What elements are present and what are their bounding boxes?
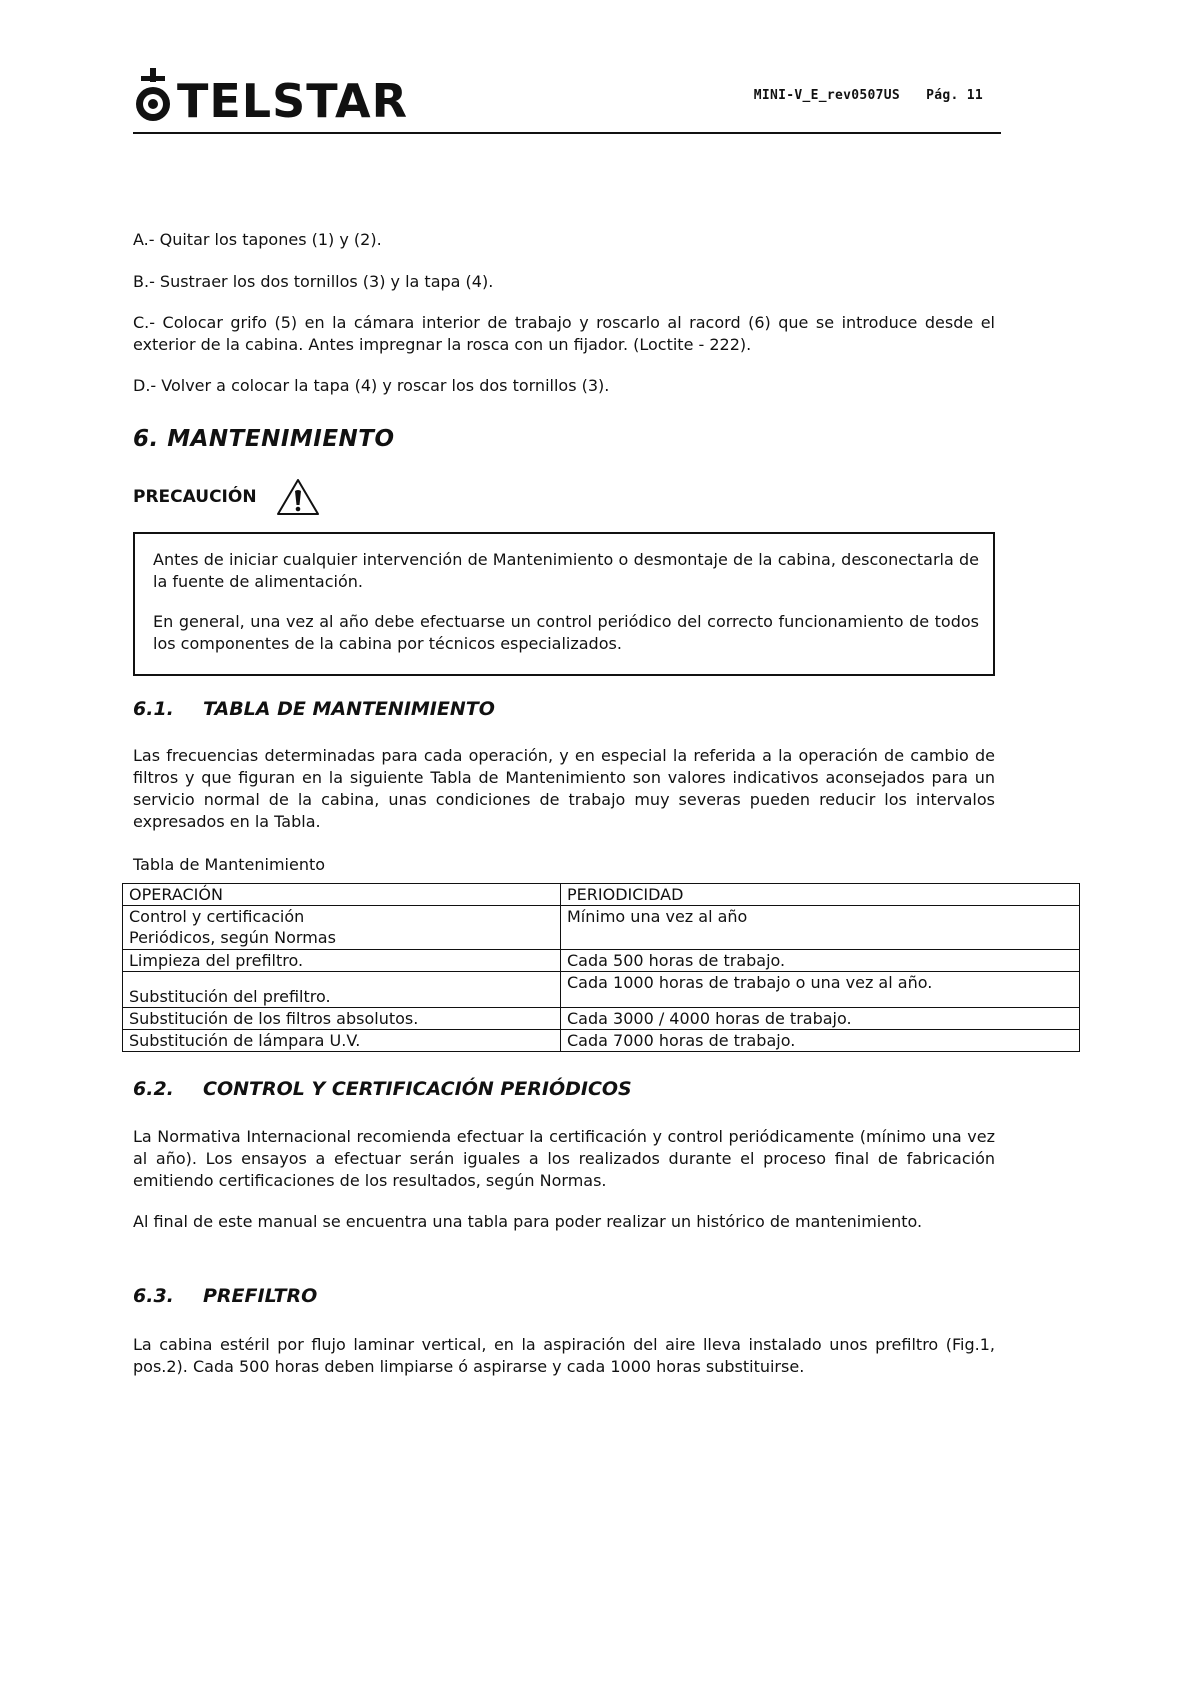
operation-cell: Substitución de los filtros absolutos. <box>123 1008 561 1030</box>
section-number: 6.1. <box>133 698 174 720</box>
precaution-box <box>133 532 995 676</box>
warning-triangle-icon <box>275 477 321 517</box>
section-title: PREFILTRO <box>203 1285 318 1307</box>
step-d: D.- Volver a colocar la tapa (4) y roscar los dos tornillos (3). <box>133 376 610 395</box>
brand-name: TELSTAR <box>177 74 409 128</box>
step-b: B.- Sustraer los dos tornillos (3) y la tapa (4). <box>133 272 494 291</box>
table-caption: Tabla de Mantenimiento <box>133 855 326 874</box>
precaution-text-2: En general, una vez al año debe efectuarse un control periódico del correcto funcionamiento de todos los componentes de la cabina por técnicos especializados. <box>153 612 979 653</box>
table-row <box>123 950 1080 972</box>
precaution-heading <box>133 477 321 517</box>
section-6-title: 6. MANTENIMIENTO <box>133 426 395 452</box>
section-6-2-paragraph-2: Al final de este manual se encuentra una tabla para poder realizar un histórico de mantenimiento. <box>133 1212 923 1231</box>
maintenance-table <box>122 883 1080 1052</box>
section-6-1-paragraph: Las frecuencias determinadas para cada operación, y en especial la referida a la operación de cambio de filtros y que figuran en la siguiente Tabla de Mantenimiento son valores indicativos aconsejados para un servicio normal de la cabina, unas condiciones de trabajo muy severas pueden reducir los intervalos expresados en la Tabla. <box>133 746 995 831</box>
section-6-3-heading <box>133 1285 317 1307</box>
operation-cell: Limpieza del prefiltro. <box>123 950 561 972</box>
page-number: Pág. 11 <box>926 88 983 103</box>
table-row <box>123 972 1080 1008</box>
operation-cell: Substitución de lámpara U.V. <box>123 1030 561 1052</box>
section-6-1-heading <box>133 698 495 720</box>
section-number: 6.3. <box>133 1285 174 1307</box>
periodicity-cell: Cada 3000 / 4000 horas de trabajo. <box>561 1008 1080 1030</box>
telstar-logo-icon <box>133 68 173 124</box>
document-reference <box>754 88 983 103</box>
section-title: TABLA DE MANTENIMIENTO <box>203 698 495 720</box>
header-periodicity: PERIODICIDAD <box>561 884 1080 906</box>
step-a: A.- Quitar los tapones (1) y (2). <box>133 230 382 249</box>
section-number: 6.2. <box>133 1078 174 1100</box>
section-title: CONTROL Y CERTIFICACIÓN PERIÓDICOS <box>203 1078 632 1100</box>
table-row <box>123 1008 1080 1030</box>
table-row <box>123 1030 1080 1052</box>
operation-cell: Control y certificación Periódicos, según Normas <box>123 906 561 950</box>
section-6-3-paragraph: La cabina estéril por flujo laminar vertical, en la aspiración del aire lleva instalado unos prefiltro (Fig.1, pos.2). Cada 500 horas deben limpiarse ó aspirarse y cada 1000 horas substituirse. <box>133 1335 995 1376</box>
section-6-2-heading <box>133 1078 632 1100</box>
step-c: C.- Colocar grifo (5) en la cámara interior de trabajo y roscarlo al racord (6) que se introduce desde el exterior de la cabina. Antes impregnar la rosca con un fijador. (Loctite - 222). <box>133 313 995 354</box>
operation-cell: Substitución del prefiltro. <box>123 972 561 1008</box>
periodicity-cell: Cada 1000 horas de trabajo o una vez al año. <box>561 972 1080 1008</box>
periodicity-cell: Cada 7000 horas de trabajo. <box>561 1030 1080 1052</box>
doc-code: MINI-V_E_rev0507US <box>753 88 900 103</box>
page-header <box>133 62 1001 134</box>
header-operation: OPERACIÓN <box>123 884 561 906</box>
precaution-text-1: Antes de iniciar cualquier intervención de Mantenimiento o desmontaje de la cabina, desconectarla de la fuente de alimentación. <box>153 550 979 591</box>
periodicity-cell: Cada 500 horas de trabajo. <box>561 950 1080 972</box>
table-row <box>123 906 1080 950</box>
table-header-row <box>123 884 1080 906</box>
section-6-2-paragraph-1: La Normativa Internacional recomienda efectuar la certificación y control periódicamente (mínimo una vez al año). Los ensayos a efectuar serán iguales a los realizados durante el proceso final de fabricación emitiendo certificaciones de los resultados, según Normas. <box>133 1127 995 1190</box>
brand-logo <box>133 64 409 128</box>
precaution-label: PRECAUCIÓN <box>133 487 257 507</box>
periodicity-cell: Mínimo una vez al año <box>561 906 1080 950</box>
